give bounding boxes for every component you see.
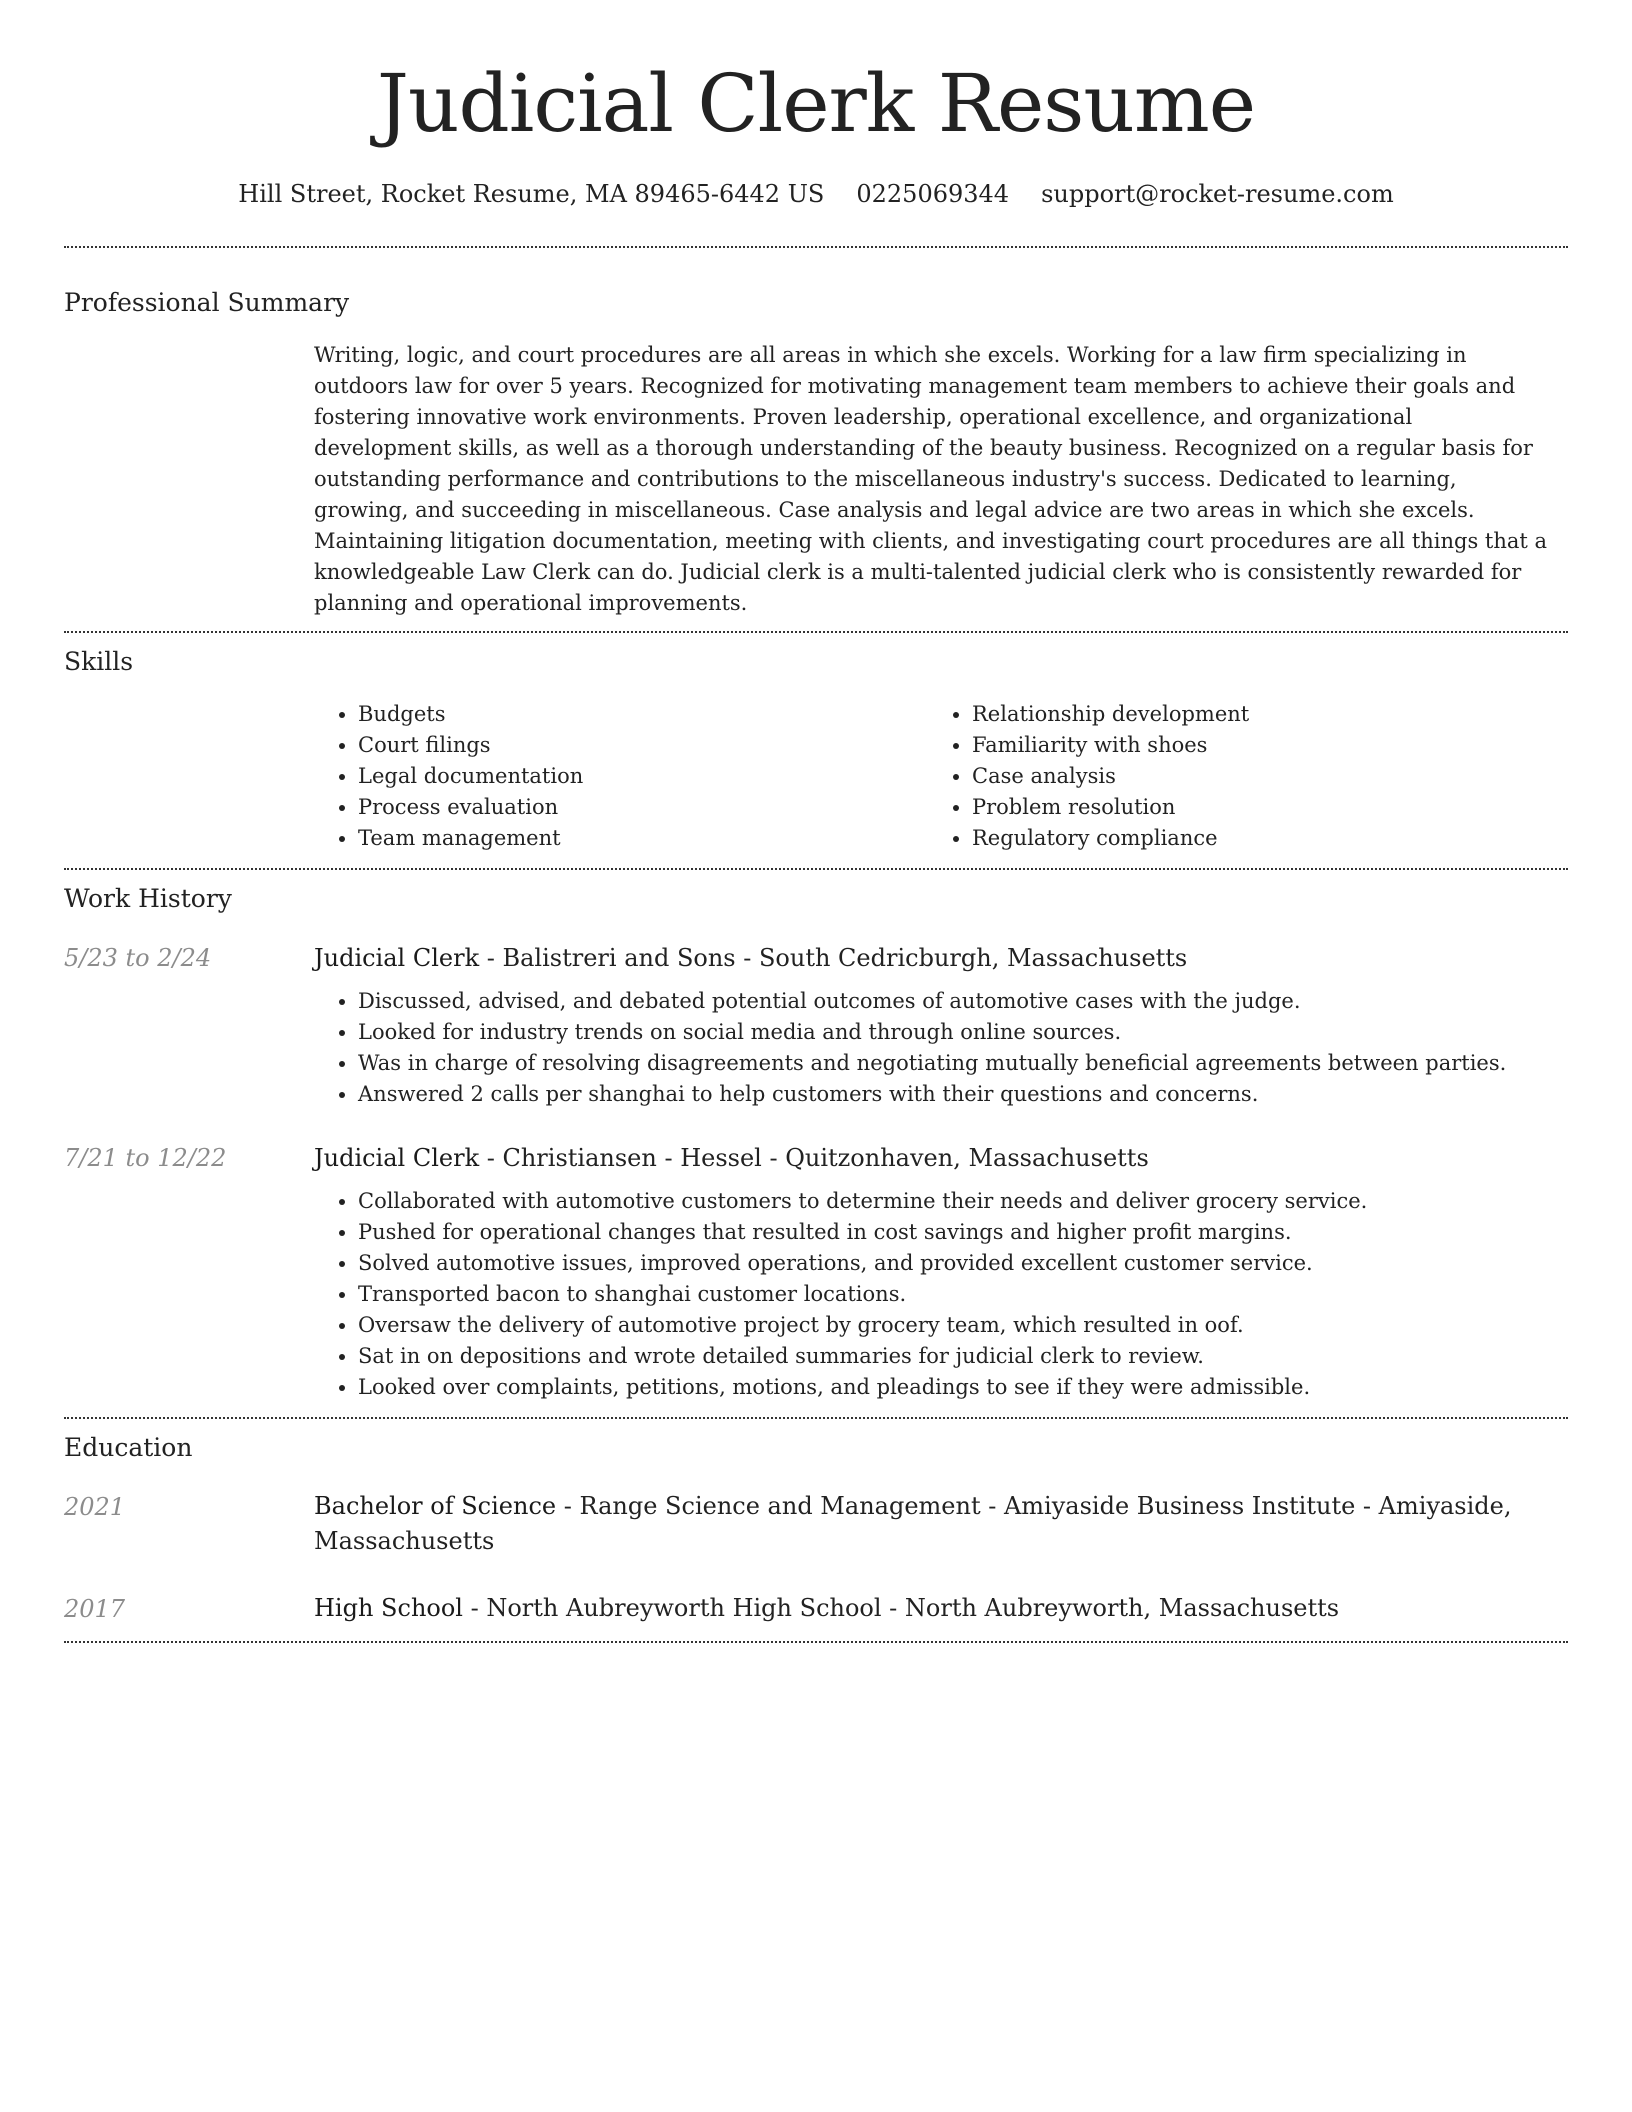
contact-line (64, 178, 1568, 210)
education-entry (64, 1591, 1568, 1627)
education-year: 2017 (64, 1595, 126, 1623)
skill-item: • Court filings (358, 730, 928, 761)
job-bullet: • Oversaw the delivery of automotive project by grocery team, which resulted in oof. (358, 1310, 1568, 1341)
work-heading: Work History (64, 884, 232, 913)
skill-item: • Relationship development (972, 699, 1532, 730)
education-degree: High School (314, 1594, 463, 1622)
job-entry (64, 1140, 1568, 1403)
contact-phone: 0225069344 (856, 180, 1010, 208)
job-bullet: • Pushed for operational changes that resulted in cost savings and higher profit margins. (358, 1217, 1568, 1248)
job-heading (314, 1140, 1568, 1176)
job-bullet: • Looked for industry trends on social media and through online sources. (358, 1017, 1568, 1048)
skill-item: • Budgets (358, 699, 928, 730)
job-bullet: • Discussed, advised, and debated potential outcomes of automotive cases with the judge. (358, 986, 1568, 1017)
job-employer: - Balistreri and Sons - South Cedricburgh, Massachusetts (479, 944, 1188, 972)
skill-item: • Case analysis (972, 761, 1532, 792)
job-dates: 5/23 to 2/24 (64, 944, 212, 972)
skill-item: • Process evaluation (358, 792, 928, 823)
education-entry (64, 1489, 1568, 1559)
education-degree: Bachelor of Science (314, 1492, 557, 1520)
job-bullet: • Answered 2 calls per shanghai to help customers with their questions and concerns. (358, 1079, 1568, 1110)
contact-email: support@rocket-resume.com (1041, 180, 1394, 208)
job-title: Judicial Clerk (314, 1144, 480, 1172)
job-bullet: • Solved automotive issues, improved operations, and provided excellent customer service. (358, 1248, 1568, 1279)
skills-section (64, 633, 1568, 868)
skill-item: • Regulatory compliance (972, 823, 1532, 854)
resume-title: Judicial Clerk Resume (376, 57, 1256, 150)
job-bullet: • Sat in on depositions and wrote detailed summaries for judicial clerk to review. (358, 1341, 1568, 1372)
job-bullet: • Collaborated with automotive customers to determine their needs and deliver grocery service. (358, 1186, 1568, 1217)
job-title: Judicial Clerk (314, 944, 480, 972)
education-details: - Range Science and Management - Amiyaside Business Institute - Amiyaside, Massachusetts (314, 1492, 1512, 1555)
education-year: 2021 (64, 1493, 126, 1521)
skills-list-right (928, 699, 1532, 854)
skill-item: • Legal documentation (358, 761, 928, 792)
skill-item: • Familiarity with shoes (972, 730, 1532, 761)
skills-list-left (314, 699, 928, 854)
resume-page (64, 0, 1568, 1643)
job-bullets (314, 986, 1568, 1110)
summary-text: Writing, logic, and court procedures are all areas in which she excels. Working for a law firm specializing in outdoors law for over 5 years. Recognized for motivating management team members to achieve their goals and fostering innovative work environments. Proven leadership, operational excellence, and organizational development skills, as well as a thorough understanding of the beauty business. Recognized on a regular basis for outstanding performance and contributions to the miscellaneous industry's success. Dedicated to learning, growing, and succeeding in miscellaneous. Case analysis and legal advice are two areas in which she excels. Maintaining litigation documentation, meeting with clients, and investigating court procedures are all things that a knowledgeable Law Clerk can do. Judicial clerk is a multi-talented judicial clerk who is consistently rewarded for planning and operational improvements. (314, 343, 1548, 615)
summary-section (64, 248, 1568, 631)
contact-address: Hill Street, Rocket Resume, MA 89465-6442 US (238, 180, 825, 208)
skill-item: • Problem resolution (972, 792, 1532, 823)
skills-heading: Skills (64, 647, 134, 676)
work-section (64, 870, 1568, 1417)
education-heading-line (314, 1489, 1568, 1559)
job-dates: 7/21 to 12/22 (64, 1144, 227, 1172)
job-bullet: • Transported bacon to shanghai customer locations. (358, 1279, 1568, 1310)
job-bullet: • Was in charge of resolving disagreements and negotiating mutually beneficial agreements between parties. (358, 1048, 1568, 1079)
job-bullets (314, 1186, 1568, 1403)
job-entry (64, 940, 1568, 1110)
summary-heading: Professional Summary (64, 288, 350, 317)
education-heading: Education (64, 1433, 193, 1462)
job-heading (314, 940, 1568, 976)
education-section (64, 1419, 1568, 1641)
education-details: - North Aubreyworth High School - North Aubreyworth, Massachusetts (462, 1594, 1340, 1622)
education-heading-line (314, 1591, 1568, 1627)
job-employer: - Christiansen - Hessel - Quitzonhaven, Massachusetts (479, 1144, 1149, 1172)
job-bullet: • Looked over complaints, petitions, motions, and pleadings to see if they were admissible. (358, 1372, 1568, 1403)
divider (64, 1641, 1568, 1643)
skill-item: • Team management (358, 823, 928, 854)
